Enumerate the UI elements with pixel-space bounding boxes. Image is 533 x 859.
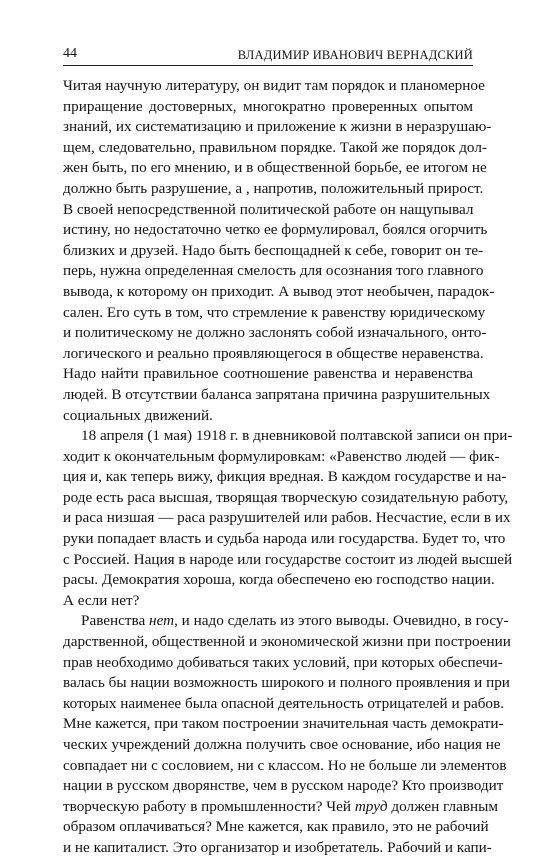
text-line: должно быть разрушение, а , напротив, положительный прирост. (63, 179, 484, 197)
text-line: вывода, к которому он приходит. А вывод этот необычен, парадок- (63, 282, 495, 300)
text-line: логического и реально проявляющегося в обществе неравенства. (63, 344, 484, 362)
text-line: расы. Демократия хороша, когда обеспечено ею господство нации. (63, 571, 495, 589)
text-line: с Россией. Нация в народе или государстве состоит из людей высшей (63, 550, 513, 568)
text-line: Надо найти правильное соотношение равенства и неравенства (63, 365, 473, 383)
text-line: социальных движений. (63, 406, 213, 424)
text-line: ческих учреждений должна получить свое основание, ибо нация не (63, 736, 501, 753)
text-line: совпадает ни с сословием, ни с классом. Но не больше ли элементов (63, 756, 507, 774)
text-line: ция и, как теперь вижу, фикция вредная. В каждом государстве и на- (63, 468, 507, 486)
running-title: ВЛАДИМИР ИВАНОВИЧ ВЕРНАДСКИЙ (237, 48, 473, 62)
text-line: которых наименее была опасной деятельность отрицателей и рабов. (63, 694, 504, 712)
text-line: А если нет? (63, 591, 140, 609)
text-line: щем, следовательно, правильном порядке. Такой же порядок дол- (63, 138, 487, 156)
text-line: Читая научную литературу, он видит там порядок и планомерное (63, 77, 485, 94)
text-line: образом оплачиваться? Мне кажется, как правило, это не рабочий (63, 818, 489, 836)
emphasis-text: нет (149, 612, 175, 630)
text-line: 18 апреля (1 мая) 1918 г. в дневниковой полтавской записи он при- (81, 427, 513, 445)
text-line: нации в русском дворянстве, чем в русском народе? Кто производит (63, 777, 504, 795)
text-line: и политическому не должно заслонять собой изначального, онто- (63, 324, 487, 342)
text-line: прав необходимо добиваться таких условий, при которых обеспечи- (63, 653, 503, 671)
page-number: 44 (63, 46, 77, 61)
text-line: жен быть, по его мнению, и в общественной борьбе, ее итогом не (63, 159, 487, 177)
text-line: роде есть раса высшая, творящая творческую созидательную работу, (63, 488, 509, 506)
text-line: и раса низшая — раса разрушителей или рабов. Несчастие, если в их (63, 509, 511, 527)
text-line: валась бы нации возможность широкого и полного проявления и при (63, 674, 510, 692)
text-line: перь, нужна определенная смелость для осознания того главного (63, 262, 484, 280)
body-text (63, 76, 513, 859)
text-line: истину, но недостаточно четко ее формулировал, боялся огорчить (63, 221, 488, 239)
text-line: ходит к окончательным формулировкам: «Равенство людей — фик- (63, 447, 500, 465)
text-line: творческую работу в промышленности? Чей труд должен главным (63, 797, 498, 815)
text-line: знаний, их систематизацию и приложение к жизни в неразрушаю- (63, 118, 492, 136)
text-line: приращение достоверных, многократно проверенных опытом (63, 97, 473, 115)
running-header (63, 45, 473, 66)
text-line: руки попадает власть и судьба народа или государства. Будет то, что (63, 530, 506, 548)
text-line: людей. В отсутствии баланса запрятана причина разрушительных (63, 385, 491, 403)
text-line: Равенства нет, и надо сделать из этого выводы. Очевидно, в госу- (81, 612, 509, 630)
text-line: сален. Его суть в том, что стремление к равенству юридическому (63, 303, 486, 321)
text-line: и не капиталист. Это организатор и изобретатель. Рабочий и капи- (63, 838, 492, 856)
text-line: В своей непосредственной политической работе он нащупывал (63, 200, 474, 218)
text-line: Мне кажется, при таком построении значительная часть демократи- (63, 715, 504, 733)
text-line: дарственной, общественной и экономической жизни при построении (63, 633, 511, 651)
emphasis-text: труд (354, 797, 388, 815)
text-line: близких и друзей. Надо быть беспощадней к себе, говорит он те- (63, 241, 484, 259)
